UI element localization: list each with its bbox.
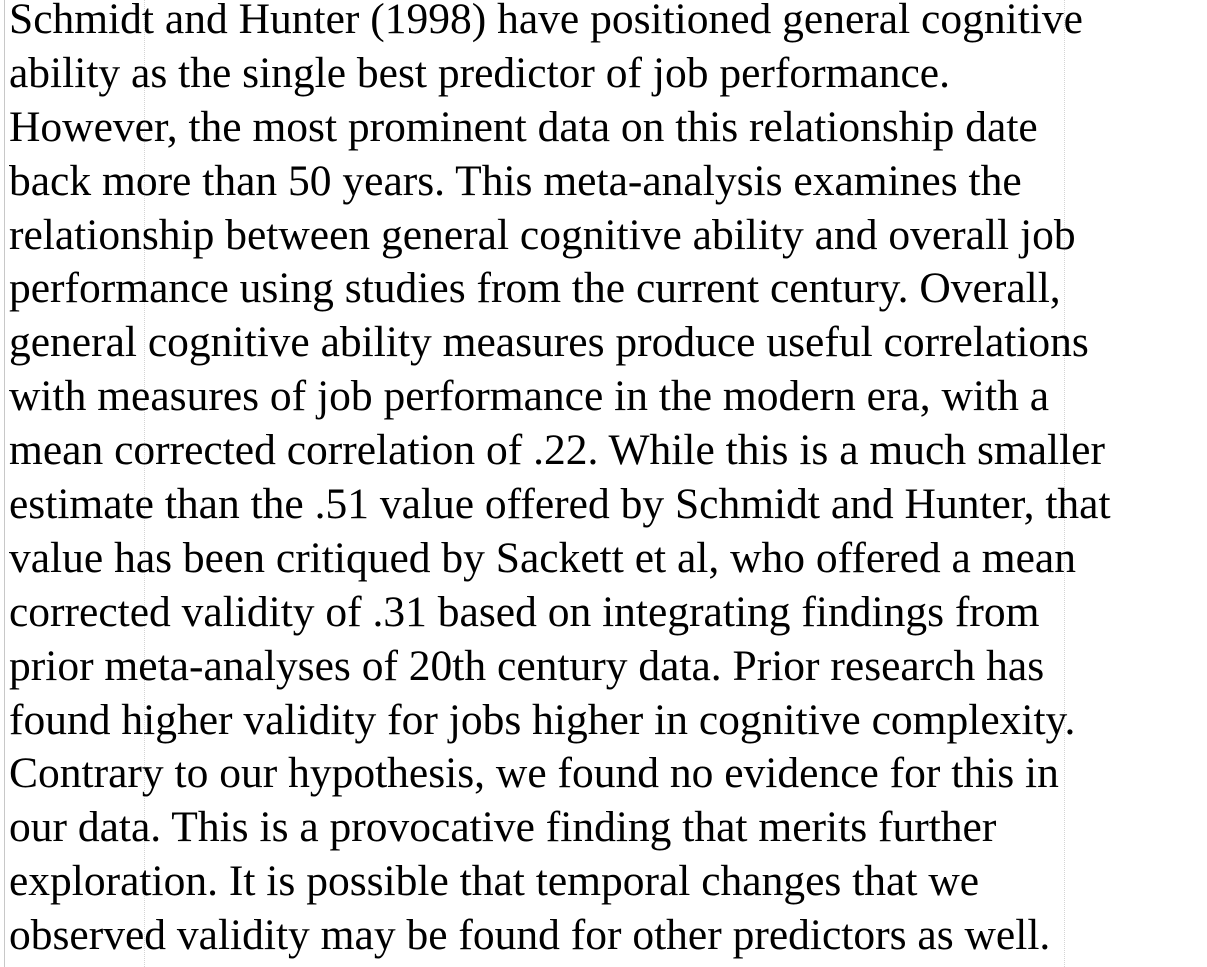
text-line: corrected validity of .31 based on integrating findings from (9, 587, 1040, 636)
text-line: Contrary to our hypothesis, we found no evidence for this in (9, 749, 1059, 798)
text-line: observed validity may be found for other predictors as well. (9, 911, 1051, 960)
left-margin-line (4, 0, 5, 967)
text-line: back more than 50 years. This meta-analysis examines the (9, 156, 1022, 205)
abstract-text (9, 0, 1207, 963)
text-line: estimate than the .51 value offered by Schmidt and Hunter, that (9, 480, 1111, 529)
text-line: general cognitive ability measures produce useful correlations (9, 318, 1089, 367)
text-line: performance using studies from the current century. Overall, (9, 264, 1061, 313)
text-line: ability as the single best predictor of job performance. (9, 48, 950, 97)
text-line: found higher validity for jobs higher in cognitive complexity. (9, 695, 1076, 744)
text-line: Schmidt and Hunter (1998) have positioned general cognitive (9, 0, 1083, 43)
text-line: relationship between general cognitive ability and overall job (9, 210, 1076, 259)
text-line: with measures of job performance in the modern era, with a (9, 372, 1050, 421)
text-line: prior meta-analyses of 20th century data. Prior research has (9, 641, 1045, 690)
text-line: value has been critiqued by Sackett et al, who offered a mean (9, 533, 1076, 582)
text-line: mean corrected correlation of .22. While this is a much smaller (9, 426, 1105, 475)
text-line: our data. This is a provocative finding that merits further (9, 803, 997, 852)
text-line: exploration. It is possible that temporal changes that we (9, 857, 980, 906)
text-line: However, the most prominent data on this relationship date (9, 102, 1038, 151)
